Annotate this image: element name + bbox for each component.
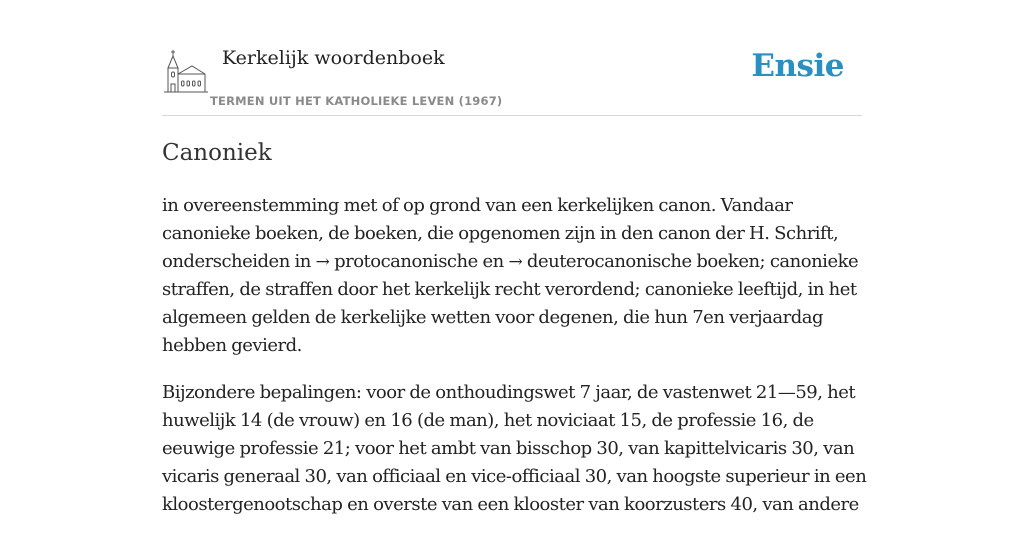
cross-reference-arrow-icon[interactable]: →	[315, 252, 330, 272]
text-line: straffen, de straffen door het kerkelijk recht verordend; canonieke leeftijd, in het	[162, 279, 857, 300]
page	[162, 0, 867, 515]
text-line: onderscheiden in → protocanonische en → deuterocanonische boeken; canonieke	[162, 248, 862, 276]
text-line: canonieke boeken, de boeken, die opgenomen zijn in den canon der H. Schrift,	[162, 223, 839, 244]
protocanonische-link: protocanonische en	[329, 251, 509, 272]
text-line: vicaris generaal 30, van officiaal en vice-officiaal 30, van hoogste superieur in een	[162, 466, 867, 487]
text-line: kloostergenootschap en overste van een klooster van koorzusters 40, van andere	[162, 494, 859, 515]
cross-reference-arrow-icon[interactable]: →	[508, 252, 523, 272]
book-subtitle: TERMEN UIT HET KATHOLIEKE LEVEN (1967)	[210, 94, 503, 108]
book-header	[162, 0, 862, 116]
text-line: in overeenstemming met of op grond van een kerkelijken canon. Vandaar	[162, 195, 793, 216]
text-line: hebben gevierd.	[162, 335, 302, 356]
text-line: algemeen gelden de kerkelijke wetten voor degenen, die hun 7en verjaardag	[162, 307, 823, 328]
ensie-logo[interactable]: Ensie	[751, 48, 844, 84]
church-icon[interactable]	[164, 48, 208, 94]
book-title[interactable]: Kerkelijk woordenboek	[222, 47, 445, 69]
entry-body	[162, 192, 867, 538]
text-line: huwelijk 14 (de vrouw) en 16 (de man), het noviciaat 15, de professie 16, de	[162, 410, 814, 431]
entry-title: Canoniek	[162, 140, 272, 166]
entry-paragraph	[162, 192, 862, 360]
text-line: Bijzondere bepalingen: voor de onthoudingswet 7 jaar, de vastenwet 21—59, het	[162, 382, 856, 403]
entry-paragraph	[162, 379, 867, 519]
text-line: eeuwige professie 21; voor het ambt van bisschop 30, van kapittelvicaris 30, van	[162, 438, 855, 459]
